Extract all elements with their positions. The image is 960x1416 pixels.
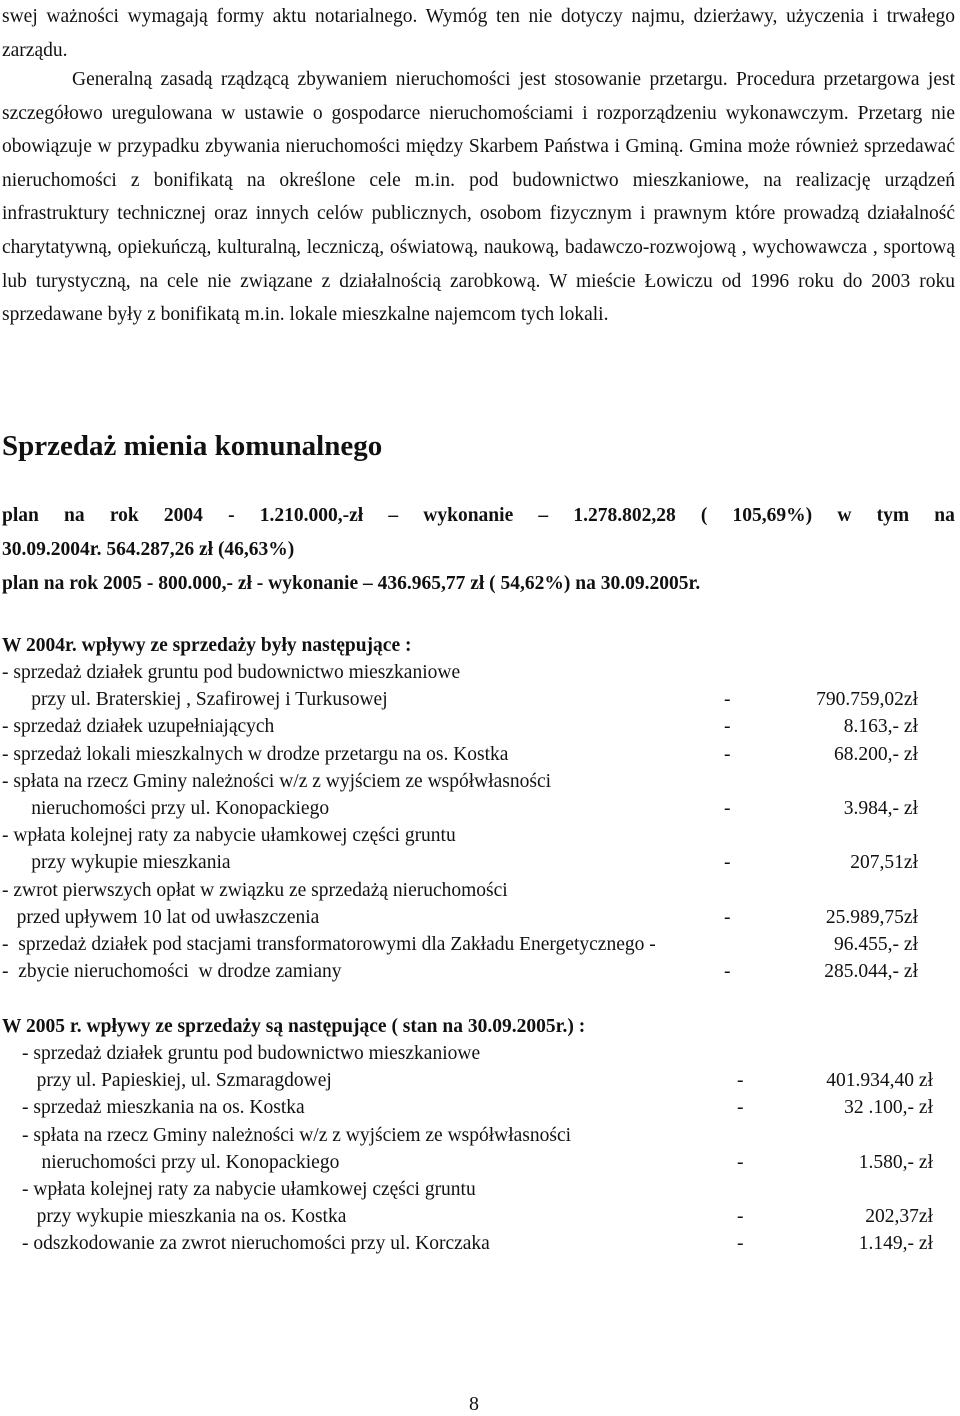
list-item-amount: 32 .100,- zł bbox=[844, 1097, 933, 1119]
list-item bbox=[2, 905, 952, 932]
list-item bbox=[2, 850, 952, 877]
list-item-amount: 1.149,- zł bbox=[858, 1233, 933, 1255]
list-item bbox=[2, 714, 952, 741]
list-item bbox=[22, 1095, 960, 1122]
intro-paragraph-2: Generalną zasadą rządzącą zbywaniem nieruchomości jest stosowanie przetargu. Procedura przetargowa jest szczegółowo uregulowana w ustawie o gospodarce nieruchomościami i rozporządzeniu wykonawczym. Przetarg nie obowiązuje w przypadku zbywania nieruchomości między Skarbem Państwa i Gminą. Gmina może również sprzedawać nieruchomości z bonifikatą na określone cele m.in. pod budownictwo mieszkaniowe, na realizację urządzeń infrastruktury technicznej oraz innych celów publicznych, osobom fizycznym i prawnym które prowadzą działalność charytatywną, opiekuńczą, kulturalną, leczniczą, oświatową, naukową, badawczo-rozwojową , wychowawcza , sportową lub turystyczną, na cele nie związane z działalnością zarobkową. W mieście Łowiczu od 1996 roku do 2003 roku sprzedawane były z bonifikatą m.in. lokale mieszkalne najemcom tych lokali. bbox=[2, 69, 955, 326]
list-item-amount: 790.759,02zł bbox=[816, 689, 918, 711]
plan-line-word: wykonanie bbox=[423, 505, 514, 526]
list-item-amount: 25.989,75zł bbox=[825, 906, 918, 928]
list-item-amount: 285.044,- zł bbox=[824, 961, 918, 983]
list-item-description: - wpłata kolejnej raty za nabycie ułamkowej części gruntu bbox=[22, 1179, 476, 1200]
plan-line-word: na bbox=[64, 505, 85, 526]
plan-line-2004 bbox=[2, 503, 955, 529]
list-item-dash: - bbox=[724, 689, 731, 711]
intro-paragraph-1: swej ważności wymagają formy aktu notarialnego. Wymóg ten nie dotyczy najmu, dzierżawy, użyczenia i trwałego zarządu. bbox=[2, 6, 955, 61]
plan-line-word: 1.210.000,-zł bbox=[259, 505, 364, 526]
plan-line-word: – bbox=[388, 505, 399, 526]
list-item-dash: - bbox=[737, 1206, 744, 1228]
list-item-description: - sprzedaż mieszkania na os. Kostka bbox=[22, 1097, 305, 1119]
plan-line-word: w bbox=[837, 505, 852, 526]
list-item bbox=[2, 878, 952, 905]
list-item-description: przy wykupie mieszkania bbox=[2, 852, 231, 874]
list-item-description: - zbycie nieruchomości w drodze zamiany bbox=[2, 961, 342, 983]
list-item-description: - sprzedaż działek gruntu pod budownictwo mieszkaniowe bbox=[22, 1043, 481, 1064]
list-item bbox=[22, 1150, 960, 1177]
plan-line-word: – bbox=[538, 505, 549, 526]
list-item-description: przy ul. Papieskiej, ul. Szmaragdowej bbox=[22, 1070, 332, 1092]
list-item-dash: - bbox=[724, 798, 731, 819]
list-item bbox=[2, 742, 952, 769]
list-item-amount: 202,37zł bbox=[865, 1206, 933, 1228]
list-item bbox=[2, 823, 952, 850]
list-item-description: przy ul. Braterskiej , Szafirowej i Turkusowej bbox=[2, 689, 388, 711]
list-item-dash: - bbox=[737, 1233, 744, 1255]
plan-line-word: rok bbox=[109, 505, 139, 526]
plan-line-2004-continued: 30.09.2004r. 564.287,26 zł (46,63%) bbox=[2, 539, 295, 560]
plan-line-word: tym bbox=[876, 505, 910, 526]
plan-line-word: ( bbox=[700, 505, 708, 526]
list-item-amount: 207,51zł bbox=[850, 852, 918, 874]
list-item bbox=[22, 1204, 960, 1231]
list-item-dash: - bbox=[724, 743, 731, 765]
list-item-description: - spłata na rzecz Gminy należności w/z z wyjściem ze współwłasności bbox=[22, 1124, 572, 1146]
list-item-dash: - bbox=[737, 1151, 744, 1173]
list-item-description: - spłata na rzecz Gminy należności w/z z wyjściem ze współwłasności bbox=[2, 770, 552, 792]
section-heading: Sprzedaż mienia komunalnego bbox=[2, 430, 383, 462]
list-item-amount: 96.455,- zł bbox=[834, 934, 918, 955]
plan-line-word: 2004 bbox=[163, 505, 203, 526]
list-item-description: - sprzedaż działek uzupełniających bbox=[2, 716, 275, 738]
list-item bbox=[2, 660, 952, 687]
list-item-amount: 8.163,- zł bbox=[843, 716, 918, 738]
list-item bbox=[2, 959, 952, 986]
list-item-amount: 1.580,- zł bbox=[858, 1151, 933, 1173]
list-item-description: przy wykupie mieszkania na os. Kostka bbox=[22, 1206, 347, 1228]
list-item-amount: 68.200,- zł bbox=[834, 743, 918, 765]
list-item-amount: 3.984,- zł bbox=[843, 798, 918, 819]
section-2004-title: W 2004r. wpływy ze sprzedaży były następujące : bbox=[2, 635, 412, 656]
page-number: 8 bbox=[469, 1393, 479, 1415]
list-item-description: - wpłata kolejnej raty za nabycie ułamkowej części gruntu bbox=[2, 825, 456, 847]
list-item-dash: - bbox=[737, 1070, 744, 1092]
list-item-description: przed upływem 10 lat od uwłaszczenia bbox=[2, 906, 320, 928]
list-item-description: - zwrot pierwszych opłat w związku ze sprzedażą nieruchomości bbox=[2, 879, 508, 901]
list-item bbox=[2, 687, 952, 714]
list-item-description: - sprzedaż działek pod stacjami transformatorowymi dla Zakładu Energetycznego - bbox=[2, 934, 656, 955]
section-2005-title: W 2005 r. wpływy ze sprzedaży są następujące ( stan na 30.09.2005r.) : bbox=[2, 1016, 586, 1037]
list-item-amount: 401.934,40 zł bbox=[826, 1070, 933, 1092]
list-item-dash: - bbox=[724, 716, 731, 738]
plan-line-word: - bbox=[228, 505, 235, 526]
list-item-description: - sprzedaż lokali mieszkalnych w drodze przetargu na os. Kostka bbox=[2, 743, 509, 765]
list-item bbox=[22, 1231, 960, 1258]
list-item-dash: - bbox=[724, 852, 731, 874]
list-item-description: nieruchomości przy ul. Konopackiego bbox=[2, 798, 330, 819]
list-item bbox=[2, 796, 952, 823]
list-item bbox=[2, 932, 952, 959]
list-item-description: - sprzedaż działek gruntu pod budownictwo mieszkaniowe bbox=[2, 662, 461, 683]
plan-line-word: 105,69%) bbox=[732, 505, 813, 526]
list-item bbox=[22, 1123, 960, 1150]
list-item bbox=[22, 1177, 960, 1204]
list-item-dash: - bbox=[724, 906, 731, 928]
plan-line-word: 1.278.802,28 bbox=[573, 505, 676, 526]
list-item-dash: - bbox=[737, 1097, 744, 1119]
list-item-dash: - bbox=[724, 961, 731, 983]
list-item bbox=[22, 1068, 960, 1095]
list-item-description: - odszkodowanie za zwrot nieruchomości przy ul. Korczaka bbox=[22, 1233, 490, 1255]
list-item bbox=[2, 769, 952, 796]
list-item-description: nieruchomości przy ul. Konopackiego bbox=[22, 1151, 340, 1173]
list-item bbox=[22, 1041, 960, 1068]
plan-line-word: plan bbox=[2, 505, 39, 526]
plan-line-word: na bbox=[934, 505, 955, 526]
plan-line-2005: plan na rok 2005 - 800.000,- zł - wykonanie – 436.965,77 zł ( 54,62%) na 30.09.2005r. bbox=[2, 573, 701, 594]
